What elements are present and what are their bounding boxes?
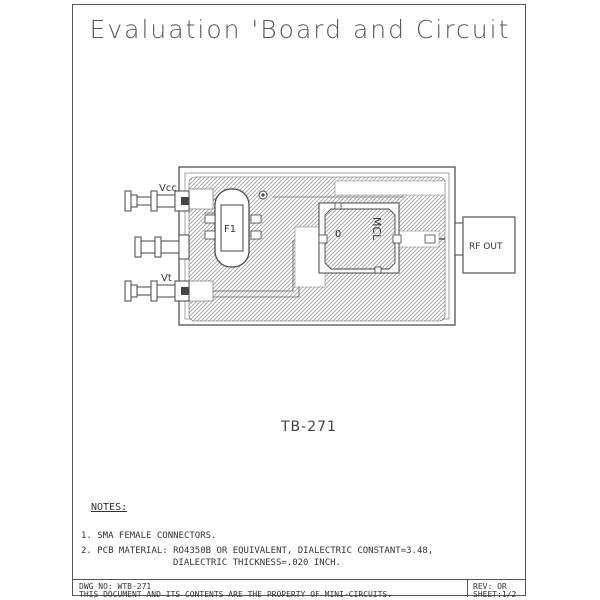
chip-mark: 0 bbox=[335, 229, 342, 240]
mcl-label: MCL bbox=[370, 217, 383, 241]
smd-right-1 bbox=[251, 215, 261, 223]
drawing-sheet bbox=[72, 4, 526, 599]
drawing-number: DWG NO: WTB-271 bbox=[79, 582, 152, 591]
smd-right-2 bbox=[251, 231, 261, 239]
note-item: 2. PCB MATERIAL: RO4350B OR EQUIVALENT, DIALECTRIC CONSTANT=3.48, bbox=[81, 546, 434, 556]
evaluation-board-diagram bbox=[73, 5, 527, 425]
part-number-label: TB-271 bbox=[281, 419, 337, 435]
smd-left-1 bbox=[205, 215, 215, 223]
title-block bbox=[73, 579, 525, 597]
rf-smd-1 bbox=[425, 235, 435, 243]
vt-label: Vt bbox=[161, 273, 172, 284]
notes-heading: NOTES: bbox=[91, 502, 128, 513]
sheet-number: SHEET:1/2 bbox=[473, 590, 517, 599]
drawing-title: Evaluation 'Board and Circuit bbox=[89, 15, 511, 44]
via-2 bbox=[261, 193, 264, 196]
middle-sma-connector bbox=[135, 235, 189, 259]
vt-sma-connector bbox=[125, 281, 189, 301]
vcc-sma-connector bbox=[125, 191, 189, 211]
rf-out-label: RF OUT bbox=[469, 242, 503, 252]
smd-left-2 bbox=[205, 231, 215, 239]
note-item: 1. SMA FEMALE CONNECTORS. bbox=[81, 531, 217, 541]
f1-label: F1 bbox=[224, 224, 237, 235]
note-item: DIALECTRIC THICKNESS=.020 INCH. bbox=[173, 558, 341, 568]
revision: REV: OR bbox=[473, 582, 507, 591]
vt-pad-area bbox=[189, 281, 213, 301]
vcc-pad-area bbox=[189, 189, 213, 209]
title-block-divider bbox=[467, 580, 468, 597]
vcc-label: Vcc bbox=[159, 183, 177, 194]
property-notice: THIS DOCUMENT AND ITS CONTENTS ARE THE PROPERTY OF MINI-CIRCUITS. bbox=[79, 590, 393, 599]
top-clearance bbox=[335, 181, 445, 195]
